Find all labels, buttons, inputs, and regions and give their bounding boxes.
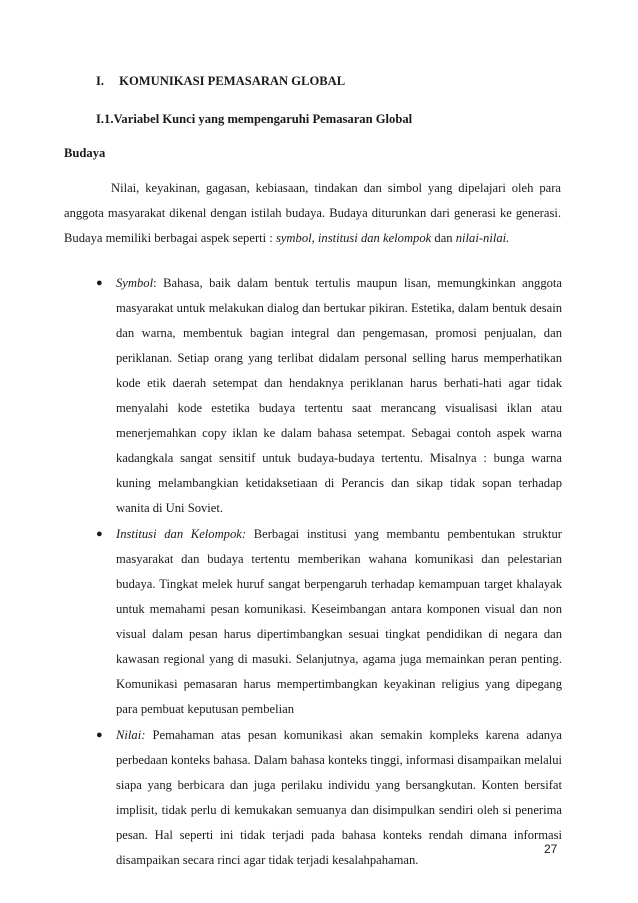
subsection-heading: Budaya bbox=[64, 146, 106, 160]
list-item-text: Berbagai institusi yang membantu pembentukan struktur masyarakat dan budaya tertentu memberikan wahana komunikasi dan pelestarian budaya. Tingkat melek huruf sangat berpengaruh terhadap kemampuan target khalayak untuk memahami pesan komunikasi. Keseimbangan antara komponen visual dan non visual dalam pesan harus dipertimbangkan sesuai tingkat pendidikan di negara dan kawasan regional yang di masuki. Selanjutnya, agama juga memainkan peran penting. Komunikasi pemasaran harus mempertimbangkan keyakinan religius yang dipegang para pembuat keputusan pembelian bbox=[116, 527, 562, 716]
list-item-nilai bbox=[96, 723, 562, 873]
aspect-list bbox=[96, 271, 562, 874]
list-item-symbol bbox=[96, 271, 562, 521]
intro-conj: dan bbox=[434, 231, 453, 245]
section-heading: I.1.Variabel Kunci yang mempengaruhi Pemasaran Global bbox=[96, 112, 413, 126]
intro-italic: symbol, institusi dan kelompok bbox=[275, 231, 432, 245]
list-item-institusi bbox=[96, 522, 562, 722]
bullet-icon: ● bbox=[96, 528, 103, 540]
intro-italic-2: nilai-nilai. bbox=[455, 231, 510, 245]
bullet-icon: ● bbox=[96, 729, 103, 741]
list-item-text: Pemahaman atas pesan komunikasi akan semakin kompleks karena adanya perbedaan konteks bahasa. Dalam bahasa konteks tinggi, informasi disampaikan melalui siapa yang berbicara dan juga perilaku individu yang bersangkutan. Konten bersifat implisit, tidak perlu di kemukakan semuanya dan disimpulkan sendiri oleh si penerima pesan. Hal seperti ini tidak terjadi pada bahasa konteks rendah dimana informasi disampaikan secara rinci agar tidak terjadi kesalahpahaman. bbox=[116, 728, 562, 867]
page-number: 27 bbox=[544, 842, 558, 856]
list-item-term: Symbol bbox=[116, 276, 154, 290]
intro-paragraph bbox=[64, 176, 561, 251]
chapter-number: I. bbox=[96, 74, 105, 88]
intro-text: Nilai, keyakinan, gagasan, kebiasaan, tindakan dan simbol yang dipelajari oleh para anggota masyarakat dikenal dengan istilah budaya. Budaya diturunkan dari generasi ke generasi. Budaya memiliki berbagai aspek seperti : bbox=[64, 181, 561, 245]
chapter-heading bbox=[96, 74, 345, 89]
chapter-title: KOMUNIKASI PEMASARAN GLOBAL bbox=[119, 74, 346, 88]
list-item-text: : Bahasa, baik dalam bentuk tertulis maupun lisan, memungkinkan anggota masyarakat untuk melakukan dialog dan bertukar pikiran. Estetika, dalam bentuk desain dan warna, membentuk bagian integral dan pengemasan, promosi penjualan, dan periklanan. Setiap orang yang terlibat didalam personal selling harus memperhatikan kode etik daerah setempat dan hendaknya periklanan harus berhati-hati agar tidak menyalahi kode estetika budaya tertentu saat merancang visualisasi iklan atau menerjemahkan copy iklan ke dalam bahasa setempat. Sebagai contoh aspek warna kadangkala sangat sensitif untuk budaya-budaya tertentu. Misalnya : bunga warna kuning melambangkian ketidaksetiaan di Perancis dan sikap tidak sopan terhadap wanita di Uni Soviet. bbox=[116, 276, 562, 515]
list-item-term: Institusi dan Kelompok: bbox=[116, 527, 247, 541]
list-item-term: Nilai: bbox=[116, 728, 146, 742]
bullet-icon: ● bbox=[96, 277, 103, 289]
